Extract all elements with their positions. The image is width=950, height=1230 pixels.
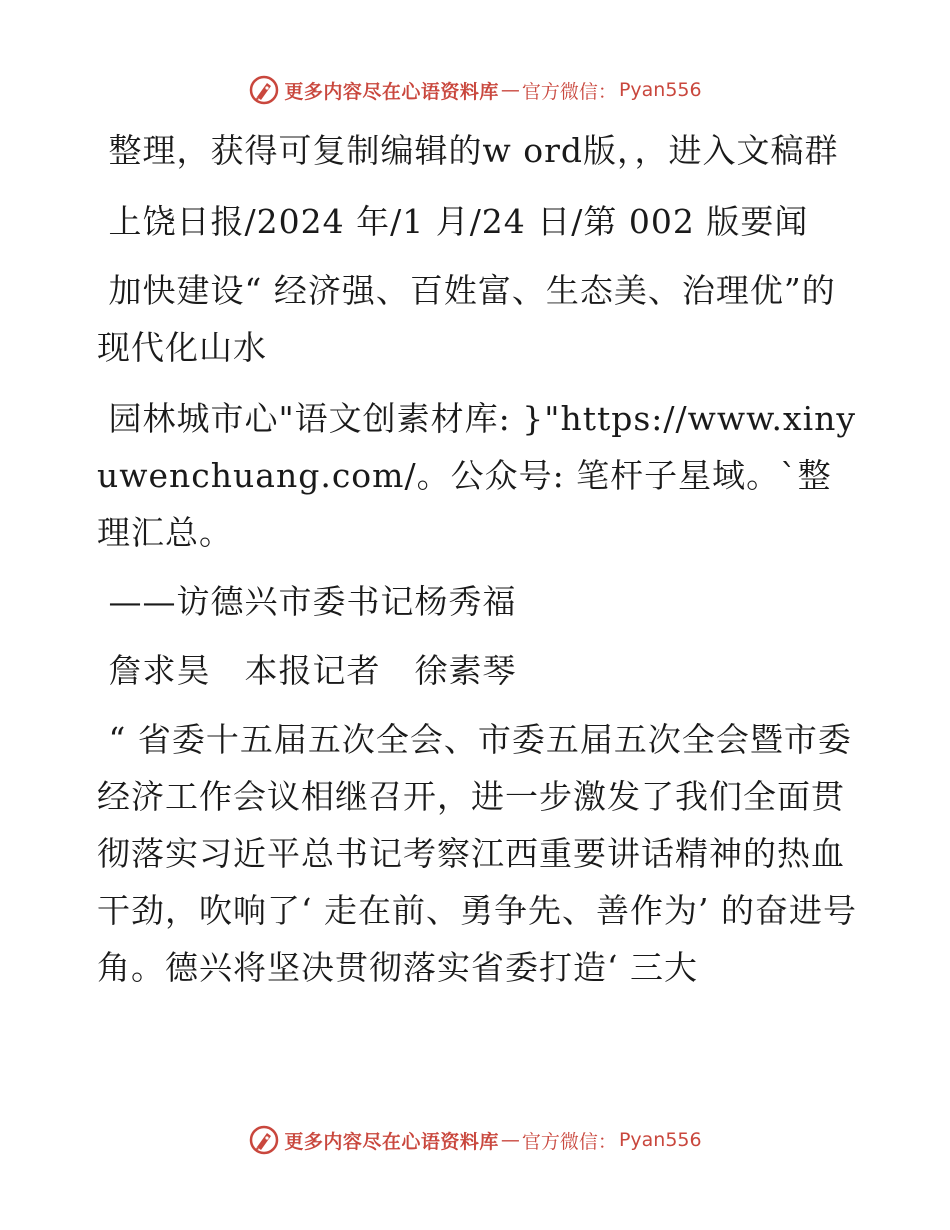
article-byline: 詹求昊 本报记者 徐素琴 — [97, 651, 517, 690]
paragraph-body: “ 省委十五届五次全会、市委五届五次全会暨市委经济工作会议相继召开，进一步激发了我们全面贯彻落实习近平总书记考察江西重要讲话精神的热血干劲，吹响了‘ 走在前、勇争先、善作为’ 的奋进号角。德兴将坚决贯彻落实省委打造‘ 三大 — [97, 720, 857, 987]
paragraph-source: 上饶日报/2024 年/1 月/24 日/第 002 版要闻 — [97, 202, 809, 241]
header-watermark-banner — [0, 70, 950, 110]
paragraph-watermark-note: 园林城市心"语文创素材库: }"https://www.xinyuwenchuang.com/。公众号: 笔杆子星域。`整理汇总。 — [97, 399, 857, 552]
paragraph-intro: 整理，获得可复制编辑的w ord版，，进入文稿群 — [97, 131, 839, 170]
banner-brand-text: 更多内容尽在心语资料库 — [284, 80, 499, 103]
banner-wechat-id: Pyan556 — [618, 1129, 702, 1151]
pen-nib-logo-icon — [248, 1124, 280, 1156]
banner-separator: — — [500, 1129, 520, 1151]
article-subtitle: ——访德兴市委书记杨秀福 — [97, 582, 517, 621]
document-body — [97, 122, 857, 996]
banner-wechat-id: Pyan556 — [618, 79, 702, 101]
banner-wechat-label: 官方微信： — [521, 80, 617, 103]
pen-nib-logo-icon — [248, 74, 280, 106]
banner-wechat-label: 官方微信： — [521, 1130, 617, 1153]
banner-brand-text: 更多内容尽在心语资料库 — [284, 1130, 499, 1153]
article-title: 加快建设“ 经济强、百姓富、生态美、治理优”的现代化山水 — [97, 271, 836, 367]
banner-separator: — — [500, 79, 520, 101]
footer-watermark-banner — [0, 1120, 950, 1160]
